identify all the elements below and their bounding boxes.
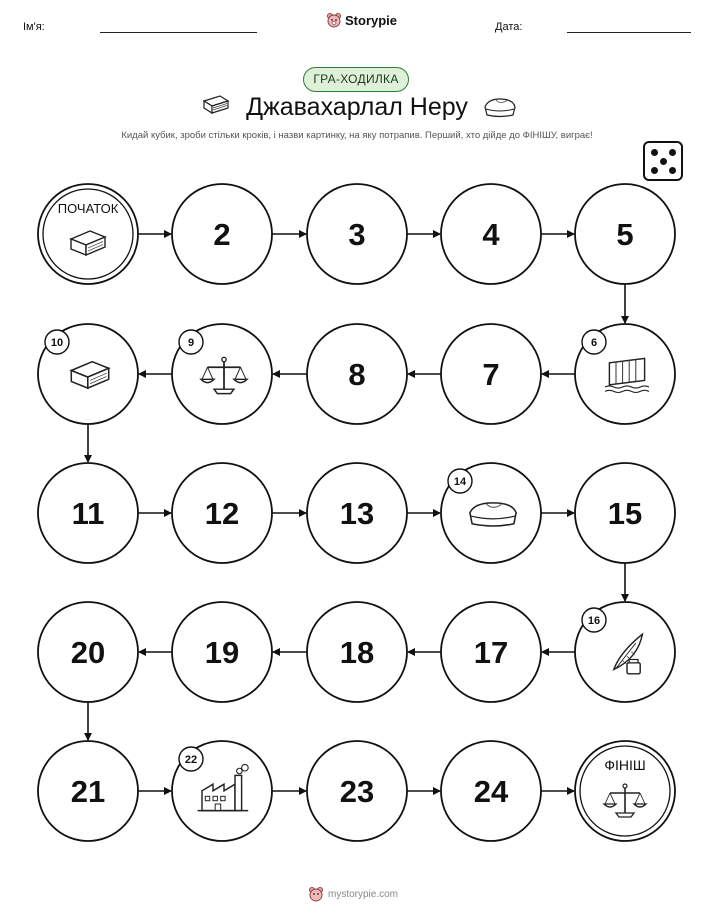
board-cell-9[interactable] [172,324,272,424]
name-label: Ім'я: [23,21,45,33]
cell-number-badge: 9 [187,337,195,349]
cell-number-badge: 16 [587,615,601,627]
cell-number: 15 [607,496,643,531]
footer-url[interactable]: mystorypie.com [328,888,399,900]
board-cell-15[interactable] [575,463,675,563]
board-cell-3[interactable] [307,184,407,284]
board-cell-23[interactable] [307,741,407,841]
cell-number-badge: 10 [50,337,64,349]
cell-number-badge: 14 [453,476,467,488]
bear-icon [308,886,324,902]
board-cell-7[interactable] [441,324,541,424]
board-cell-24[interactable] [441,741,541,841]
board-cell-6[interactable] [575,324,675,424]
board-cell-25[interactable] [575,741,675,841]
cell-number: 2 [213,217,231,252]
board-cell-1[interactable] [38,184,138,284]
cell-number: 4 [482,217,500,252]
board-cell-18[interactable] [307,602,407,702]
board-cell-21[interactable] [38,741,138,841]
cell-number: 18 [339,635,375,670]
cell-number: 7 [482,357,500,392]
cell-number-badge: 6 [590,337,598,349]
cell-number: 21 [70,774,106,809]
cell-number: 8 [348,357,366,392]
board-cell-8[interactable] [307,324,407,424]
cap-icon [470,503,516,526]
cell-number: 13 [339,496,375,531]
cell-number-badge: 22 [184,754,198,766]
finish-label: ФІНІШ [604,757,646,773]
cell-number: 19 [204,635,240,670]
cell-number: 5 [616,217,634,252]
start-label: ПОЧАТОК [57,201,119,216]
page-title: Джавахарлал Неру [246,93,468,121]
board-cell-5[interactable] [575,184,675,284]
cell-number: 23 [339,774,375,809]
board-cell-12[interactable] [172,463,272,563]
board-cell-11[interactable] [38,463,138,563]
board-cell-20[interactable] [38,602,138,702]
board-cell-16[interactable] [575,602,675,702]
cell-number: 20 [70,635,106,670]
board-cell-13[interactable] [307,463,407,563]
cell-number: 12 [204,496,240,531]
cell-number: 24 [473,774,509,809]
instructions: Кидай кубик, зроби стільки кроків, і назви картинку, на яку потрапив. Перший, хто дійде до ФІНІШУ, виграє! [121,130,593,141]
cell-number: 3 [348,217,366,252]
brand-name: Storypie [345,12,398,28]
game-type-badge: ГРА-ХОДИЛКА [303,67,409,92]
board-cell-2[interactable] [172,184,272,284]
board-cell-14[interactable] [441,463,541,563]
board-cell-22[interactable] [172,741,272,841]
board-cell-10[interactable] [38,324,138,424]
date-label: Дата: [495,21,523,33]
cell-number: 17 [473,635,509,670]
cell-number: 11 [71,496,105,531]
board-cell-17[interactable] [441,602,541,702]
board-cell-19[interactable] [172,602,272,702]
board-cell-4[interactable] [441,184,541,284]
footer [308,886,398,902]
